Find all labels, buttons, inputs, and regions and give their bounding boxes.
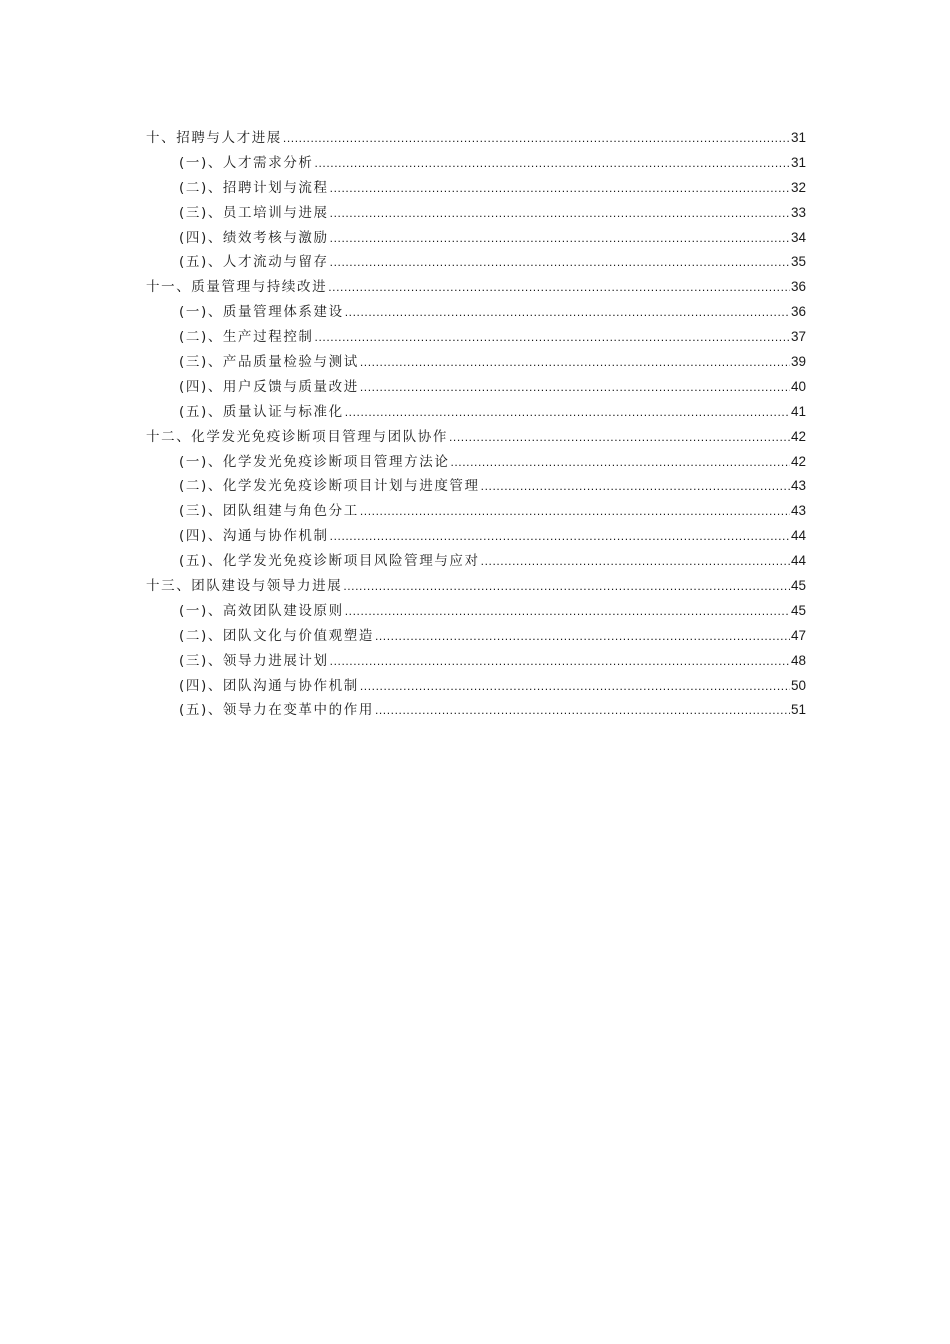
toc-section-entry[interactable] — [146, 375, 806, 400]
toc-entry-page-number: 44 — [790, 528, 806, 544]
toc-dot-leader — [375, 698, 790, 723]
toc-section-entry[interactable] — [146, 474, 806, 499]
toc-entry-page-number: 39 — [790, 354, 806, 370]
toc-entry-title: (二)、团队文化与价值观塑造 — [179, 627, 374, 644]
toc-entry-page-number: 35 — [790, 254, 806, 270]
toc-entry-title: (一)、质量管理体系建设 — [179, 304, 344, 321]
toc-dot-leader — [450, 450, 790, 475]
toc-section-entry[interactable] — [146, 201, 806, 226]
toc-entry-title: 十三、团队建设与领导力进展 — [146, 578, 343, 595]
toc-entry-title: (二)、招聘计划与流程 — [179, 179, 329, 196]
toc-dot-leader — [330, 649, 790, 674]
toc-section-entry[interactable] — [146, 350, 806, 375]
toc-section-entry[interactable] — [146, 450, 806, 475]
toc-dot-leader — [328, 275, 790, 300]
toc-entry-title: (四)、团队沟通与协作机制 — [179, 677, 359, 694]
toc-entry-title: (二)、生产过程控制 — [179, 329, 314, 346]
toc-entry-page-number: 45 — [790, 602, 806, 618]
table-of-contents — [146, 126, 806, 723]
toc-entry-page-number: 36 — [790, 279, 806, 295]
toc-entry-title: 十、招聘与人才进展 — [146, 130, 282, 146]
toc-entry-page-number: 43 — [790, 503, 806, 519]
toc-entry-title: (一)、化学发光免疫诊断项目管理方法论 — [179, 453, 450, 470]
toc-section-entry[interactable] — [146, 325, 806, 350]
toc-entry-page-number: 50 — [790, 677, 806, 693]
toc-entry-page-number: 47 — [790, 627, 806, 643]
toc-section-entry[interactable] — [146, 151, 806, 176]
toc-entry-page-number: 40 — [790, 378, 806, 394]
toc-entry-page-number: 43 — [790, 478, 806, 494]
toc-chapter-entry[interactable] — [146, 275, 806, 300]
toc-entry-title: (三)、产品质量检验与测试 — [179, 354, 359, 371]
toc-section-entry[interactable] — [146, 674, 806, 699]
toc-entry-title: (五)、质量认证与标准化 — [179, 403, 344, 420]
toc-entry-page-number: 31 — [790, 154, 806, 170]
toc-section-entry[interactable] — [146, 250, 806, 275]
toc-dot-leader — [330, 176, 790, 201]
toc-dot-leader — [330, 201, 790, 226]
toc-entry-title: 十一、质量管理与持续改进 — [146, 279, 328, 296]
toc-entry-title: (四)、绩效考核与激励 — [179, 229, 329, 246]
toc-entry-title: 十二、化学发光免疫诊断项目管理与团队协作 — [146, 428, 448, 445]
toc-dot-leader — [345, 599, 790, 624]
toc-dot-leader — [360, 499, 790, 524]
toc-section-entry[interactable] — [146, 300, 806, 325]
toc-dot-leader — [315, 151, 790, 176]
toc-chapter-entry[interactable] — [146, 425, 806, 450]
toc-section-entry[interactable] — [146, 624, 806, 649]
toc-dot-leader — [481, 549, 790, 574]
toc-dot-leader — [315, 325, 790, 350]
toc-entry-title: (三)、领导力进展计划 — [179, 652, 329, 669]
toc-entry-title: (五)、领导力在变革中的作用 — [179, 702, 374, 719]
toc-dot-leader — [330, 250, 790, 275]
toc-entry-page-number: 37 — [790, 329, 806, 345]
toc-entry-page-number: 42 — [790, 428, 806, 444]
toc-dot-leader — [360, 350, 790, 375]
toc-entry-page-number: 36 — [790, 304, 806, 320]
toc-section-entry[interactable] — [146, 698, 806, 723]
toc-entry-title: (一)、高效团队建设原则 — [179, 602, 344, 619]
toc-entry-page-number: 31 — [790, 130, 806, 145]
toc-section-entry[interactable] — [146, 176, 806, 201]
toc-dot-leader — [330, 524, 790, 549]
toc-entry-title: (五)、人才流动与留存 — [179, 254, 329, 271]
toc-section-entry[interactable] — [146, 549, 806, 574]
toc-entry-page-number: 44 — [790, 553, 806, 569]
toc-dot-leader — [360, 375, 790, 400]
toc-section-entry[interactable] — [146, 599, 806, 624]
toc-entry-title: (四)、用户反馈与质量改进 — [179, 378, 359, 395]
toc-dot-leader — [330, 226, 790, 251]
toc-section-entry[interactable] — [146, 649, 806, 674]
toc-chapter-entry[interactable] — [146, 574, 806, 599]
toc-entry-page-number: 41 — [790, 403, 806, 419]
toc-chapter-entry[interactable] — [146, 126, 806, 151]
toc-entry-page-number: 48 — [790, 652, 806, 668]
toc-section-entry[interactable] — [146, 226, 806, 251]
toc-entry-page-number: 42 — [790, 453, 806, 469]
toc-entry-title: (二)、化学发光免疫诊断项目计划与进度管理 — [179, 478, 480, 495]
toc-dot-leader — [343, 574, 790, 599]
toc-entry-page-number: 51 — [790, 702, 806, 718]
toc-entry-title: (五)、化学发光免疫诊断项目风险管理与应对 — [179, 553, 480, 570]
toc-entry-title: (三)、团队组建与角色分工 — [179, 503, 359, 520]
toc-section-entry[interactable] — [146, 400, 806, 425]
toc-dot-leader — [345, 300, 790, 325]
toc-entry-page-number: 34 — [790, 229, 806, 245]
toc-entry-page-number: 33 — [790, 204, 806, 220]
toc-entry-page-number: 45 — [790, 578, 806, 594]
toc-dot-leader — [360, 674, 790, 699]
toc-dot-leader — [345, 400, 790, 425]
toc-dot-leader — [481, 474, 790, 499]
toc-dot-leader — [283, 126, 790, 151]
toc-dot-leader — [375, 624, 790, 649]
toc-section-entry[interactable] — [146, 499, 806, 524]
toc-entry-title: (一)、人才需求分析 — [179, 154, 314, 171]
toc-entry-page-number: 32 — [790, 179, 806, 195]
toc-dot-leader — [449, 425, 790, 450]
toc-entry-title: (四)、沟通与协作机制 — [179, 528, 329, 545]
toc-entry-title: (三)、员工培训与进展 — [179, 204, 329, 221]
toc-section-entry[interactable] — [146, 524, 806, 549]
